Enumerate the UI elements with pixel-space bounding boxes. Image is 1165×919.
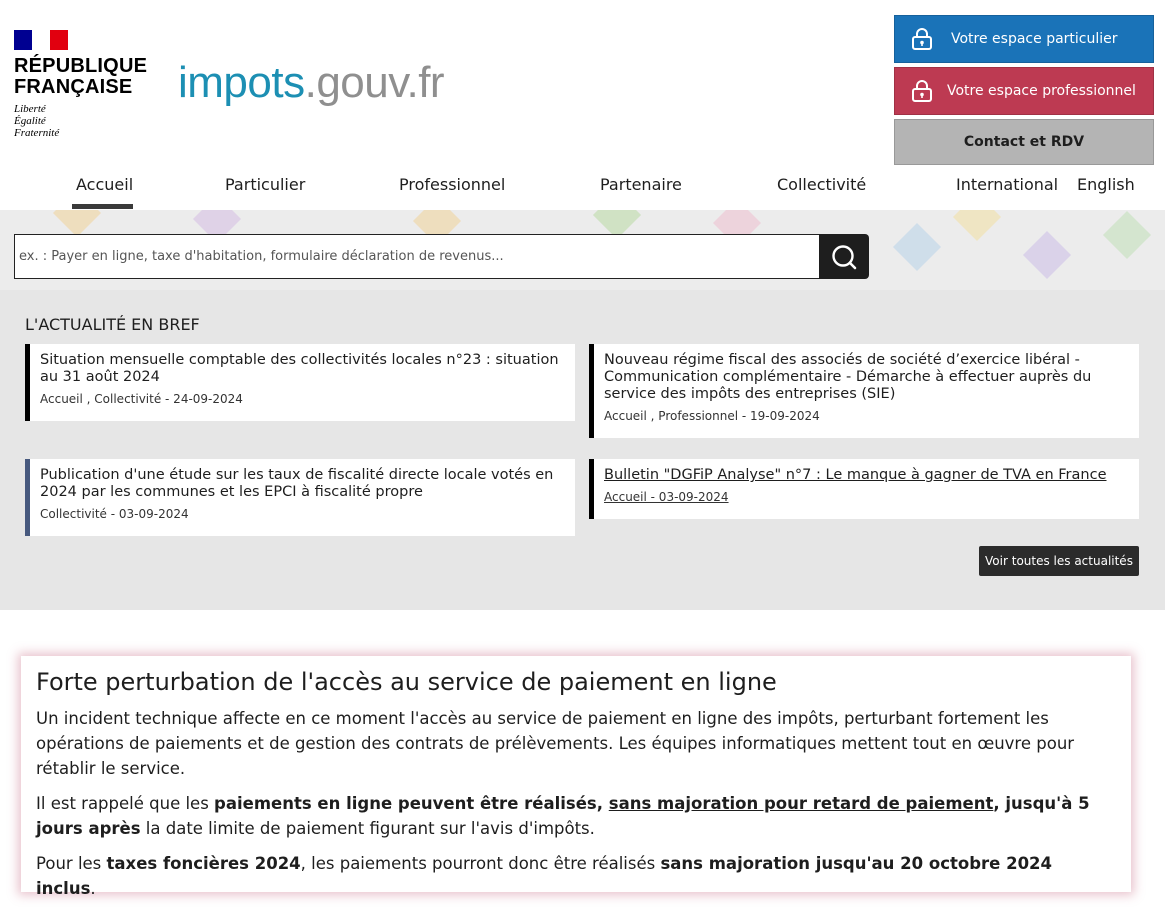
site-logo[interactable] xyxy=(178,58,444,108)
news-card-title: Situation mensuelle comptable des collectivités locales n°23 : situation au 31 août 2024 xyxy=(40,352,559,385)
alert-p2-bold: paiements en ligne peuvent être réalisés, xyxy=(214,794,609,813)
alert-p3-text: Pour les xyxy=(36,854,107,873)
alert-p3-text-3: . xyxy=(90,879,96,898)
lock-icon xyxy=(911,79,933,103)
alert-title: Forte perturbation de l'accès au service de paiement en ligne xyxy=(36,668,777,696)
news-card-title: Publication d'une étude sur les taux de fiscalité directe locale votés en 2024 par les communes et les EPCI à fiscalité propre xyxy=(40,467,554,500)
all-news-button[interactable]: Voir toutes les actualités xyxy=(979,546,1139,576)
news-card-meta: Accueil , Professionnel - 19-09-2024 xyxy=(604,409,820,423)
news-card-meta: Accueil - 03-09-2024 xyxy=(604,490,729,504)
republique-francaise-logo[interactable] xyxy=(14,30,147,139)
alert-p3-text-2: , les paiements pourront donc être réalisés xyxy=(300,854,661,873)
decor-diamond xyxy=(1103,211,1151,259)
site-name-part2: .gouv.fr xyxy=(304,58,445,107)
news-card[interactable] xyxy=(589,459,1139,519)
alert-p2-text-2: la date limite de paiement figurant sur l'avis d'impôts. xyxy=(140,819,595,838)
rf-line1: RÉPUBLIQUE xyxy=(14,55,148,77)
espace-particulier-button[interactable] xyxy=(894,15,1154,63)
site-name-part1: impots xyxy=(178,58,305,107)
contact-rdv-button[interactable]: Contact et RDV xyxy=(894,119,1154,165)
news-card[interactable] xyxy=(589,344,1139,438)
search-icon xyxy=(831,244,857,270)
alert-p3-bold-2: sans majoration jusqu'au 20 octobre 2024 inclus xyxy=(36,854,1053,898)
motto-liberte: Liberté xyxy=(14,103,46,115)
decor-diamond xyxy=(53,210,101,237)
motto-fraternite: Fraternité xyxy=(14,127,60,139)
espace-particulier-label: Votre espace particulier xyxy=(951,31,1118,47)
alert-paragraph-1: Un incident technique affecte en ce moment l'accès au service de paiement en ligne des impôts, perturbant fortement les opérations de paiements et de gestion des contrats de prélèvements. Les équipes informatiques mettent tout en œuvre pour rétablir le service. xyxy=(36,709,1075,778)
search-band xyxy=(0,210,1165,290)
news-card-title: Nouveau régime fiscal des associés de société d’exercice libéral - Communication complémentaire - Démarche à effectuer auprès du service des impôts des entreprises (SIE) xyxy=(604,352,1092,402)
lock-icon xyxy=(911,27,933,51)
decor-diamond xyxy=(953,210,1001,241)
service-alert xyxy=(21,656,1131,898)
decor-diamond xyxy=(893,223,941,271)
decor-diamond xyxy=(1023,231,1071,279)
news-card[interactable] xyxy=(25,459,575,536)
espace-professionnel-label: Votre espace professionnel xyxy=(947,83,1136,99)
news-section-title: L'ACTUALITÉ EN BREF xyxy=(25,315,200,334)
alert-paragraph-3 xyxy=(36,851,1116,901)
motto-egalite: Égalité xyxy=(14,115,46,127)
alert-p2-bold-2: , jusqu'à 5 jours après xyxy=(36,794,1090,838)
alert-p2-underline: sans majoration pour retard de paiement xyxy=(608,794,994,813)
news-card-meta: Accueil , Collectivité - 24-09-2024 xyxy=(40,392,243,406)
rf-line2: FRANÇAISE xyxy=(14,76,133,98)
nav-collectivite[interactable]: Collectivité xyxy=(777,175,867,194)
news-card[interactable] xyxy=(25,344,575,421)
nav-international[interactable]: International xyxy=(956,175,1059,194)
main-nav xyxy=(0,166,1165,210)
nav-professionnel[interactable]: Professionnel xyxy=(399,175,506,194)
nav-english[interactable]: English xyxy=(1077,175,1135,194)
marianne-flag-icon xyxy=(14,30,68,50)
news-card-title: Bulletin "DGFiP Analyse" n°7 : Le manque à gagner de TVA en France xyxy=(604,467,1107,483)
nav-partenaire[interactable]: Partenaire xyxy=(600,175,682,194)
header xyxy=(0,0,1165,210)
news-section xyxy=(0,290,1165,610)
alert-p3-bold: taxes foncières 2024 xyxy=(106,854,301,873)
nav-active-indicator xyxy=(72,204,133,209)
alert-p2-text: Il est rappelé que les xyxy=(36,794,215,813)
alert-paragraph-2 xyxy=(36,791,1116,841)
nav-accueil[interactable]: Accueil xyxy=(76,175,134,194)
news-card-meta: Collectivité - 03-09-2024 xyxy=(40,507,189,521)
nav-particulier[interactable]: Particulier xyxy=(225,175,306,194)
search-input[interactable] xyxy=(14,234,820,279)
search-button[interactable] xyxy=(819,234,869,279)
espace-professionnel-button[interactable] xyxy=(894,67,1154,115)
